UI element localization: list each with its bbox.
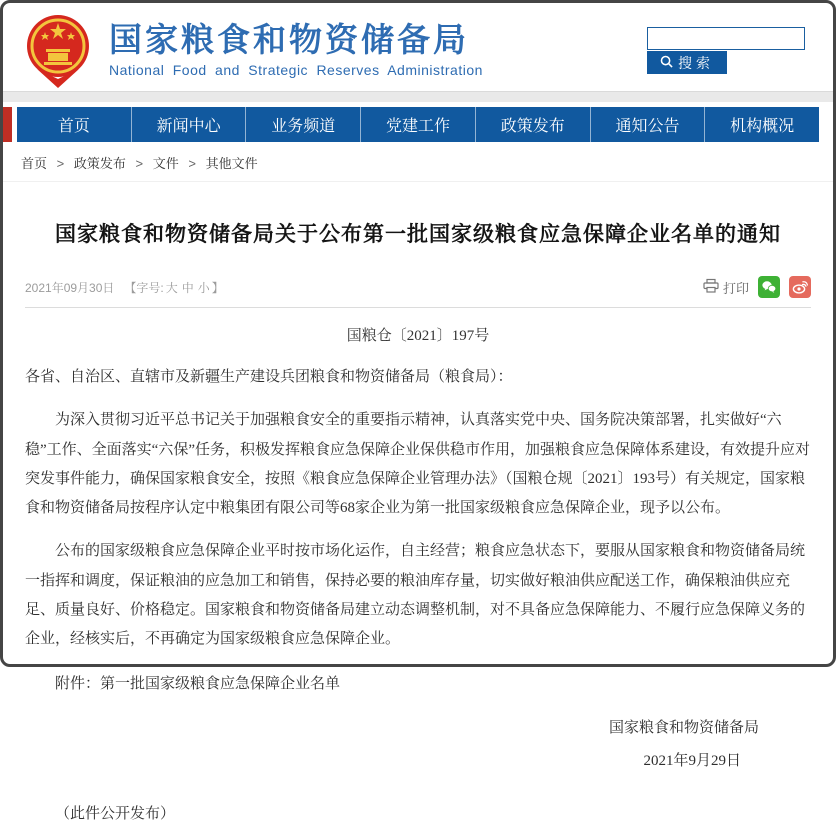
brand-block: [109, 13, 483, 78]
nav-item-policy[interactable]: 政策发布: [475, 107, 590, 142]
article-meta-row: [25, 276, 811, 298]
search-button[interactable]: [647, 51, 727, 74]
fontsize-medium-button[interactable]: 中: [181, 280, 194, 295]
search-area: [647, 13, 817, 74]
nav-item-about[interactable]: 机构概况: [704, 107, 819, 142]
nav-item-business[interactable]: 业务频道: [245, 107, 360, 142]
national-emblem-logo: [23, 13, 93, 89]
nav-left-red-strip: [3, 107, 12, 142]
main-nav: [17, 107, 819, 142]
salutation-line: 各省、自治区、直辖市及新疆生产建设兵团粮食和物资储备局（粮食局）：: [25, 369, 513, 385]
fontsize-small-button[interactable]: 小: [197, 280, 210, 295]
article-body: [25, 363, 811, 829]
breadcrumb-other-documents[interactable]: 其他文件: [205, 156, 258, 171]
body-paragraph-1: 为深入贯彻习近平总书记关于加强粮食安全的重要指示精神，认真落实党中央、国务院决策部署，扎实做好“六稳”工作、全面落实“六保”任务，积极发挥粮食应急保障企业保供稳市作用，加强粮食应急保障体系建设，有效提升应对突发事件能力，确保国家粮食安全，按照《粮食应急保障企业管理办法》（国粮仓规〔2021〕193号）有关规定，国家粮食和物资储备局按程序认定中粮集团有限公司等68家企业为第一批国家级粮食应急保障企业，现予以公布。: [25, 412, 810, 516]
share-toolbar: [703, 276, 811, 298]
print-label: 打印: [722, 280, 749, 296]
page-title: 国家粮食和物资储备局关于公布第一批国家级粮食应急保障企业名单的通知: [55, 223, 781, 246]
nav-item-party[interactable]: 党建工作: [360, 107, 475, 142]
search-icon: [660, 55, 673, 71]
fontsize-label-close: 】: [211, 280, 224, 295]
meta-divider: [25, 307, 811, 308]
article: [3, 218, 833, 829]
site-header: [3, 3, 833, 91]
document-number: 国粮仓〔2021〕197号: [346, 328, 490, 344]
fontsize-large-button[interactable]: 大: [165, 280, 178, 295]
signature-date: 2021年9月29日: [643, 752, 741, 769]
header-divider-band: [3, 91, 833, 102]
nav-item-notices[interactable]: 通知公告: [590, 107, 705, 142]
breadcrumb: [3, 142, 833, 182]
weibo-share-icon[interactable]: [789, 276, 811, 298]
search-input[interactable]: [647, 27, 805, 50]
nav-item-news[interactable]: 新闻中心: [131, 107, 246, 142]
publish-date: 2021年09月30日: [25, 280, 115, 295]
signature-issuer: 国家粮食和物资储备局: [608, 719, 759, 736]
printer-icon: [703, 279, 719, 296]
breadcrumb-documents[interactable]: 文件: [152, 156, 179, 171]
body-paragraph-2: 公布的国家级粮食应急保障企业平时按市场化运作，自主经营；粮食应急状态下，要服从国家粮食和物资储备局统一指挥和调度，保证粮油的应急加工和销售，保持必要的粮油库存量，切实做好粮油供应配送工作，确保粮油供应充足、质量良好、价格稳定。国家粮食和物资储备局建立动态调整机制，对不具备应急保障能力、不履行应急保障义务的企业，经核实后，不再确定为国家级粮食应急保障企业。: [25, 543, 806, 647]
breadcrumb-separator: >: [56, 156, 65, 171]
wechat-share-icon[interactable]: [758, 276, 780, 298]
nav-wrap: [3, 107, 833, 142]
breadcrumb-separator: >: [135, 156, 144, 171]
site-title-cn: 国家粮食和物资储备局: [109, 21, 469, 58]
public-release-note: （此件公开发布）: [55, 806, 176, 822]
site-title-en: National Food and Strategic Reserves Administration: [109, 61, 483, 78]
breadcrumb-policy[interactable]: 政策发布: [73, 156, 126, 171]
attachment-link[interactable]: 附件：第一批国家级粮食应急保障企业名单: [55, 676, 341, 693]
fontsize-label-open: 【字号:: [124, 280, 164, 295]
search-button-label: 搜索: [678, 54, 714, 71]
breadcrumb-separator: >: [188, 156, 196, 171]
print-button[interactable]: [703, 278, 749, 297]
nav-item-home[interactable]: 首页: [57, 118, 90, 135]
breadcrumb-home[interactable]: 首页: [21, 156, 48, 171]
